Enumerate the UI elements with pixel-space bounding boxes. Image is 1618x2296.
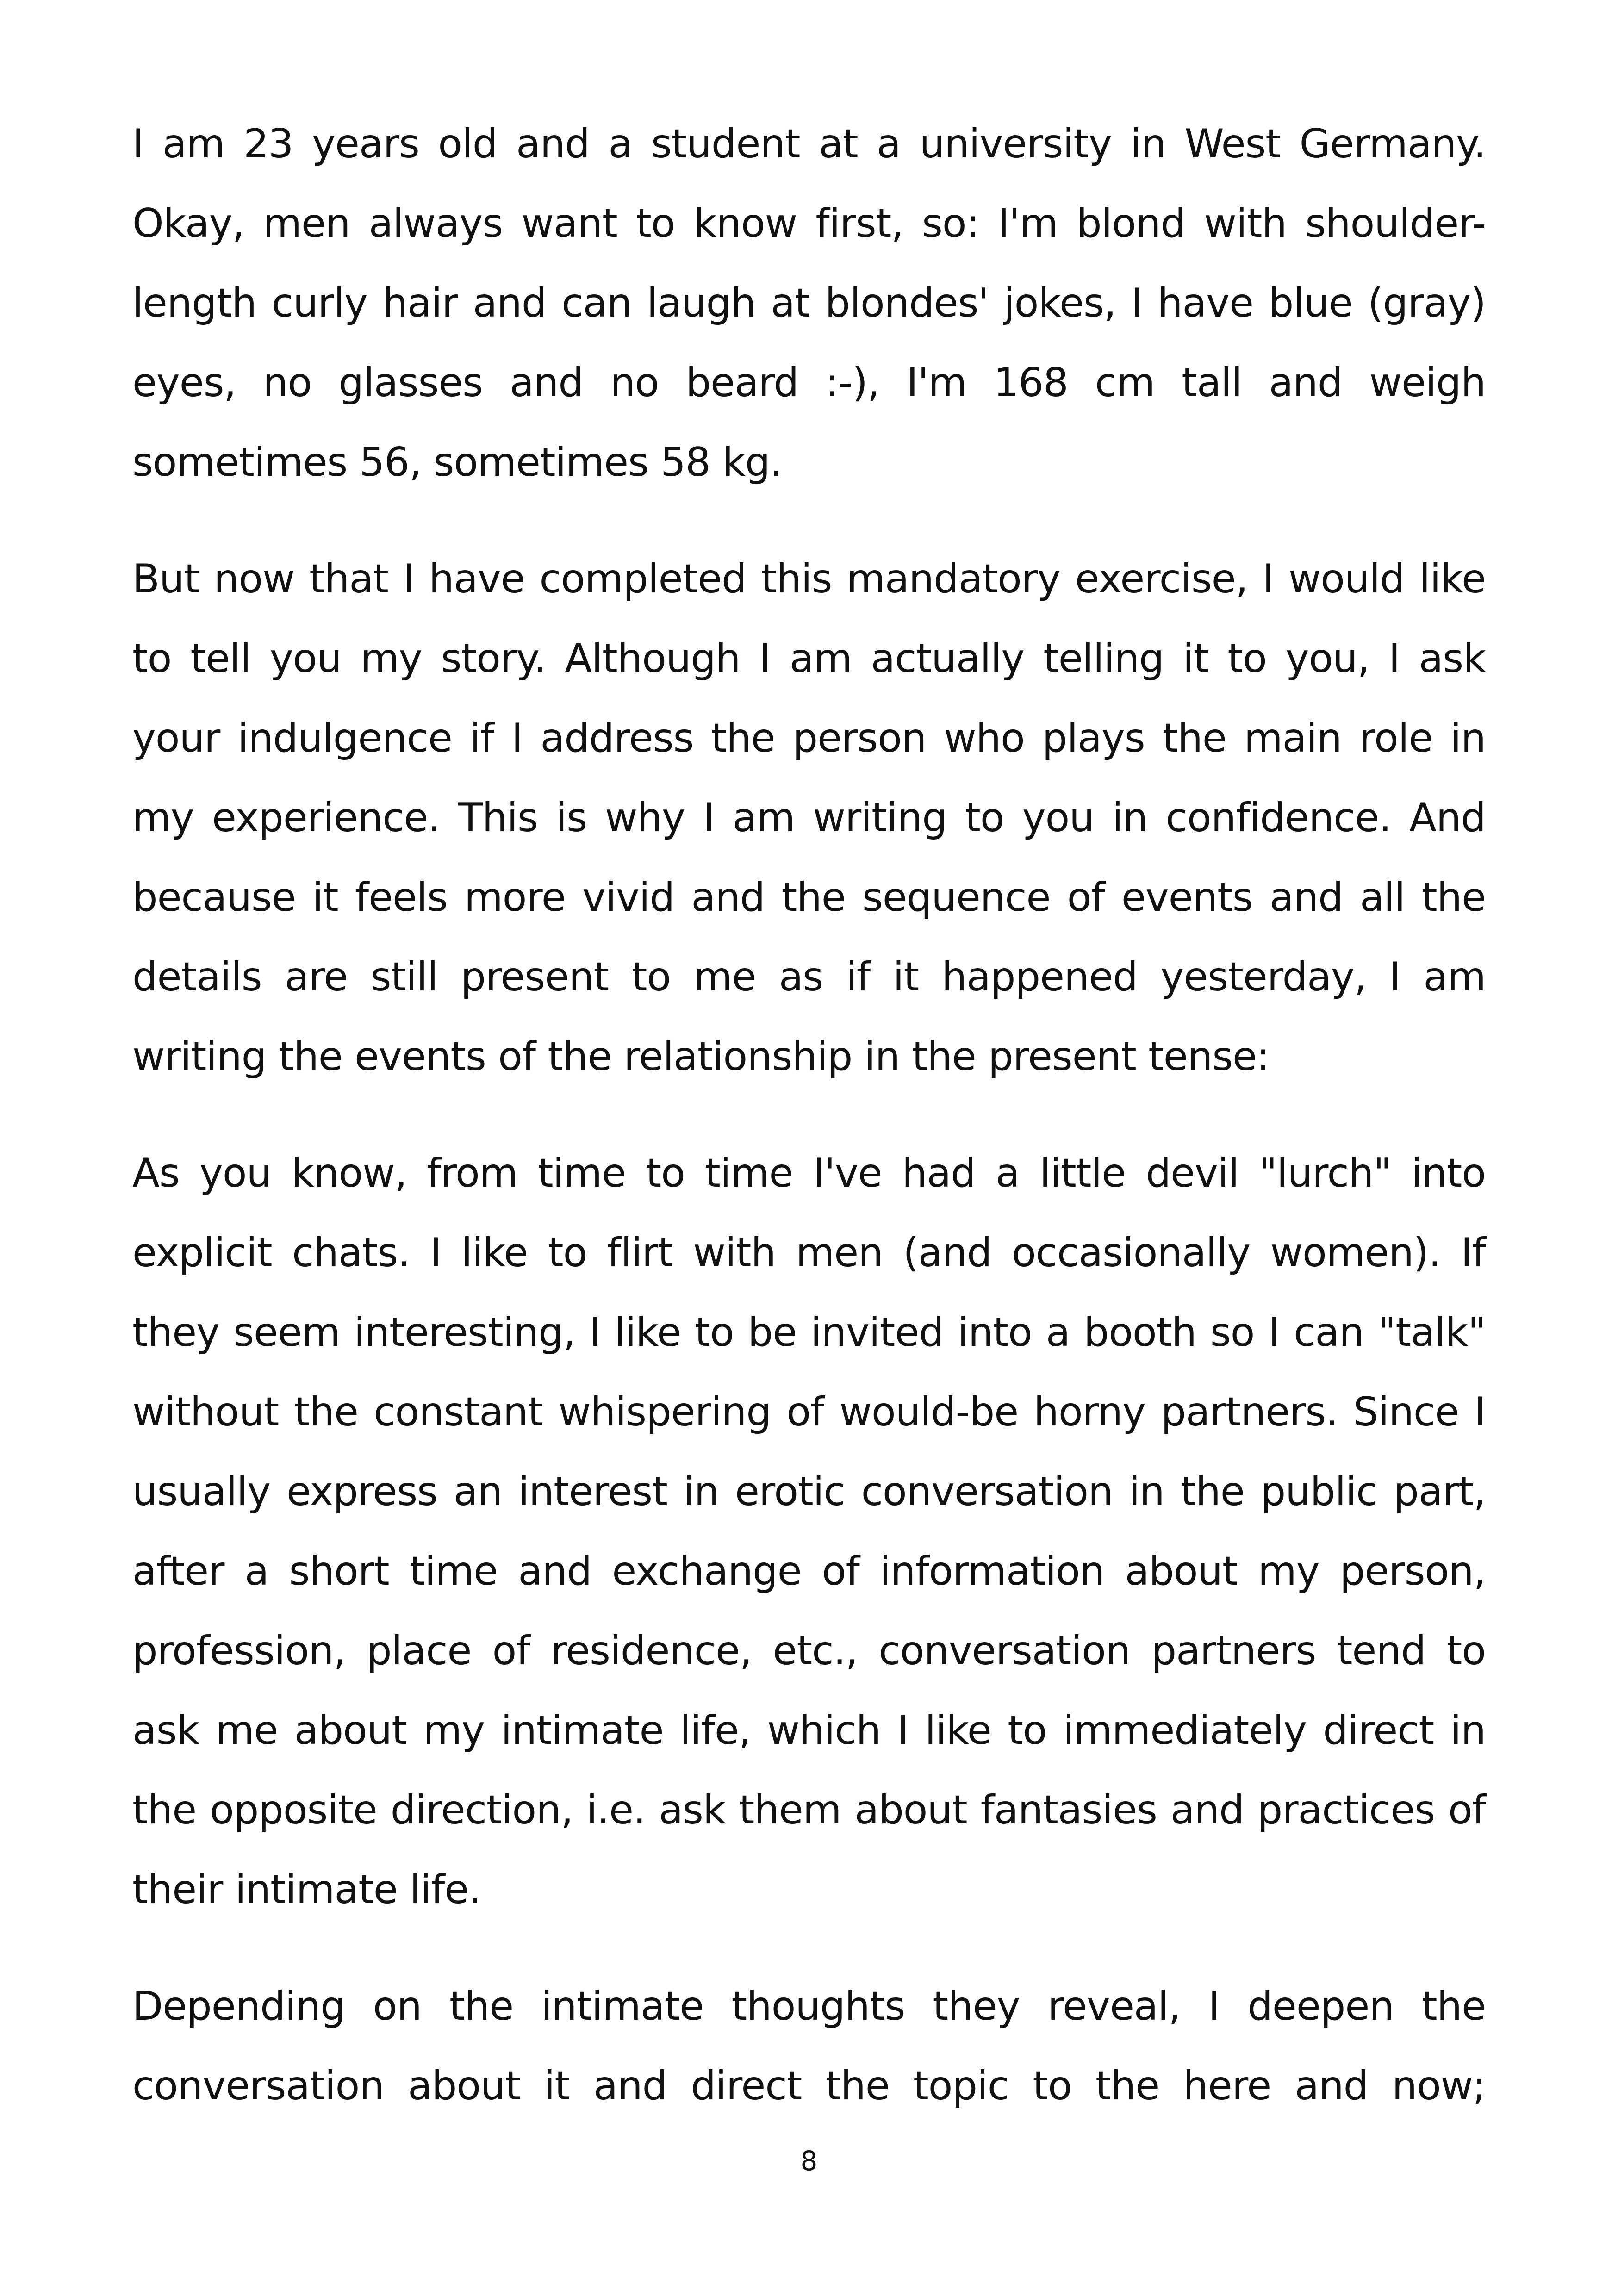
paragraph-3: As you know, from time to time I've had a little devil "lurch" into explicit chats. I like to flirt with men (and occasionally women). If they seem interesting, I like to be invited into a booth so I can "talk" without the constant whispering of would-be horny partners. Since I usually express an interest in erotic conversation in the public part, after a short time and exchange of information about my person, profession, place of residence, etc., conversation partners tend to ask me about my intimate life, which I like to immediately direct in the opposite direction, i.e. ask them about fantasies and practices of their intimate life. (132, 1150, 1486, 1913)
body-text (132, 104, 1486, 2126)
paragraph-1: I am 23 years old and a student at a university in West Germany. Okay, men always want to know first, so: I'm blond with shoulder-length curly hair and can laugh at blondes' jokes, I have blue (gray) eyes, no glasses and no beard :-), I'm 168 cm tall and weigh sometimes 56, sometimes 58 kg. (132, 121, 1486, 485)
page-number: 8 (800, 2145, 818, 2177)
paragraph-2: But now that I have completed this mandatory exercise, I would like to tell you my story. Although I am actually telling it to you, I ask your indulgence if I address the person who plays the main role in my experience. This is why I am writing to you in confidence. And because it feels more vivid and the sequence of events and all the details are still present to me as if it happened yesterday, I am writing the events of the relationship in the present tense: (132, 556, 1486, 1080)
paragraph-4: Depending on the intimate thoughts they reveal, I deepen the conversation about it and direct the topic to the here and now; (132, 1983, 1486, 2109)
